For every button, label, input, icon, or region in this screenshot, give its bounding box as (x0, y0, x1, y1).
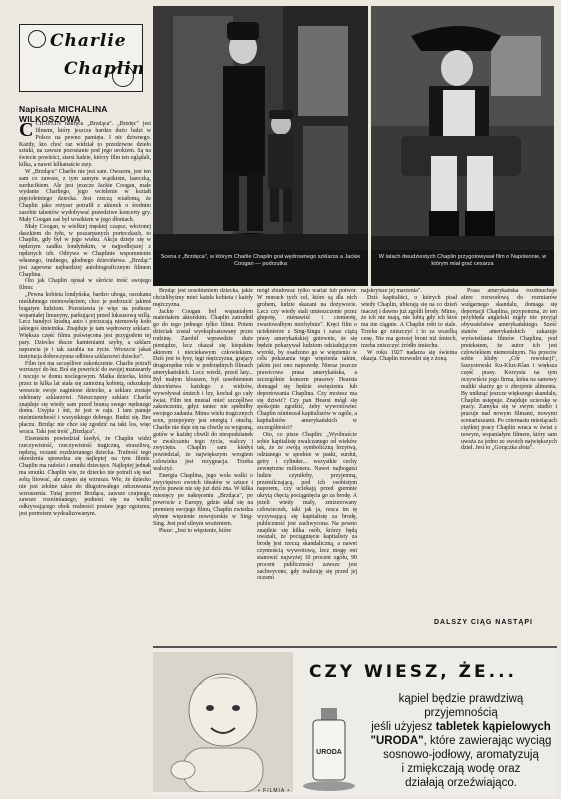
photo-caption-brzdac: Scena z „Brzdęca", w którym Charlie Chaplin grał wędrownego szklarza a Jackie Coogan — podrzutka (153, 250, 368, 286)
paragraph: W „Brzdącu" Charlie nie jest sam. Owszem, jest ten sam co zawsze, z tym samym wąsikiem, laseczką, surducikiem. Ale jest jeszcze Jackie Coogan, małe wydanie Charliego, jego wcielenie w kształt pięcioletniego dziecka. Jest rzeczą wiadomą, że Chaplin jako reżyser potrafił z aktorek o średnim zasobie talentów wydobywać prawdziwe koncerty gry. Mały Coogan zaś był wosikiem w jego dłoniach. (19, 168, 151, 223)
paragraph: Mały Coogan, w wielkiej męskiej czapce, włożonej daszkiem do tyłu, w poszarpanych porteczkach, to Chaplin, gdy był w jego wieku. Akcja dzieje się w nędznym zaułku londyńskim, w najpodlejszej z nędznych izb. Odżywa w Chaplinie wspomnienie własnego, trudnego, głodnego dzieciństwa. „Brzdąc" jest zapewne najbardziej autobiograficznym filmem Chaplina. (19, 223, 151, 278)
photo-brzdac-scene (153, 6, 368, 250)
title-ornament-circle (28, 30, 46, 48)
continued-notice: DALSZY CIĄG NASTĄPI (434, 619, 533, 626)
title-line-2: Chaplin (64, 59, 146, 79)
ad-product-bottle (299, 704, 359, 792)
paragraph: Oto, co pisze Chaplin: „Wyobraźcie sobie kapitalistę zwalczanego od wieków tak, że ze swoją symboliczną brzytwą, odzianego w spodnie w paski, surdut, getry i cylinder... wszystkie cechy zewnętrzne milionera. Nawet najbogatsi ludzie czyniłoby, przyjemną, przemilczającą, pod ich osobistym naporem, czy uciekają przed giemnie ukrytą chęcią pociągnięcia go za brodę. A jeżeli wtedy mały, zmizerowany człowieczek, taki jak ja, rzuca im tę wyzywającą się kapitalistę za brodę, publiczność jest zachwycona. Na pewno znajdzie się kilka osób, którzy będą uważali, że pociągnięcie kapitalisty za brodę jest rzeczą skandaliczną, a nawet czynnością wywrotową, lecz mogę oni stanowić najwyżej 10 procent ogółu, 90 procent publiczności zawsze jest zachwycone, gdy realizuję się przed jej oczami (257, 431, 357, 582)
paragraph: Dziś kapitaliści, o których pisał wtedy Chaplin, ubierają się na co dzień inaczej i dawno już zgolili brody. Mimo, że ich nie mają, nie lubią gdy ich ktoś ma nie ciągnie. A Chaplin robi to stale. Trzeba go zniszczyć i to za wszelką cenę. Nie ma gorszej broni niż śmiech, trzeba zniszczyć źródło śmiechu. (361, 294, 457, 349)
ad-child-photo (153, 652, 293, 792)
publication-footer: • FILMIA • (258, 788, 291, 794)
ad-brand-name: "URODA" (370, 735, 424, 747)
paragraph: Prasa amerykańska rozdmuchuje afere rozwodową do rozmiarów wulgarnego skandalu, domaga się deportacji Chaplina, przypomina, że ten przybłęda angielski nigdy nie przyjął obywatelstwa amerykańskiego. Sześć stanów amerykańskich zakazuje wyświetlania filmów Chaplina, pod pretekstem, że autor ich jest człowiekiem niemoralnym. Na przeciw sobie kluby „Cór rewolucji", faszystowski Ku-Klux-Klan i większa część prasy. Korzysta na tym oczywiście jego firma, która na samowy maltki skarży go o zbrojenie alimenta. By uniknąć jeszcze większego skandalu, Chaplin ustępuje. Znajduje uciecskę w pracy. Zamyka się w swym studio i pracuje nad nowym filmami, nowymi scenariuszami. Po czternastu miesiącach ciężkiej pracy Chaplin wraca w świat z nowym, wspaniałym filmem, który sam uważa za jedno ze swoich największych dzieł. Jest to „Gorączka złota". (461, 288, 557, 452)
article-column-2 (153, 288, 253, 644)
paragraph: Energia Chaplina, jego wola walki o zwycięstwo swoich ideałów w sztuce i życiu prawie nie się już dziś zna. W kilka miesięcy po nakręceniu „Brzdąca", po powrocie z Europy, gdzie udał się na premierę swojego filmu, Chaplin zwiedza słynne więzienie nowojorskie w Sing-Sing. Jest pod silnym wrażeniem. (153, 472, 253, 527)
ad-line (366, 720, 556, 734)
ad-line: i zmiękczają wodę oraz (401, 763, 521, 775)
paragraph: Oto jak Chaplin opisał w skrócie treść swojego filmu: (19, 278, 151, 292)
paragraph: Brzdąc jest uosobieniem dziecka, jakie chcielibyśmy mieć każda kobieta i każdy mężczyzna. (153, 288, 253, 308)
article-column-4 (361, 288, 457, 614)
article-column-5 (461, 288, 557, 614)
paragraph: W roku 1927 nadarza się świetna okazja. Chaplin rozwodzi się z żoną. (361, 349, 457, 363)
paragraph: Eisenstein powiedział kiedyś, że Chaplin widzi rzeczywistość, rzeczywistość tragiczną, straszliwą, nędzną, oczami rozdzieranego dziecka. Trafność tego określenia sprawdza się najlepiej na tym filmie. Chaplin ma radości i smutki dziecięce. Najlepiej jednak ma smutki. Chaplin wie, że dziecko nie potrafi się nad sobą litować, ale często się wzrusza. Wie, że dziecko nie jest zdolne takie do długotrwałego odczuwania wzruszenia. Tutaj portret Brzdąca, zawsze czujnego, zawsze roześmianego, podnosi się na wielki odkrywającego obok realności postaw jego egoizmu, jest portretem wydealizowanym. (19, 435, 151, 518)
article-column-3 (257, 288, 357, 644)
title-line-1: Charlie (50, 31, 127, 51)
paragraph: mógł zbudować tylko wariat lub potwór. W murach tych cel, które są dla nich grobem, ludzie skazani na dożywocie. Lecz czy wtedy stali umieszczenie przez głupotę, nienawiść i ciemnotę, zwariowałbym niechybnie". Kręci film o ucieknierze z Sing-Singu i zaraz ciążą prasy amerykańskiej gniewnie, że się będzie pokazywał ludziom odsiadującym wyroki, by osadzono go w więzieniu w celu pokazania tego więzienia takim, jakim jest ono naprawdę. Nieraz jeszcze prawicowa prasa amerykańska, a szczególnie koncern prasowy Hearsta domagał się będzie uwięzienia lub deportowania Chaplina. Czy możesz ma się dziwić? Czy pan Hearst mógł się spokojnie zgodzić, żeby wywrotowiec Chaplin ośmieszał kapitalistów w ogóle, a kapitalistów amerykańskich w szczególności? (257, 288, 357, 431)
byline-author: MICHALINA WILKOSZOWA (19, 104, 108, 124)
photo-napoleon-illustration (371, 6, 554, 250)
ad-line: sosnowo-jodłowy, aromatyzują (383, 749, 539, 761)
ad-line: kąpiel będzie prawdziwą przyjemnością (398, 693, 524, 719)
paragraph: „Pewna kobieta londyńska, bardzo uboga, oszukana nieślubnego niemowlęciem, chce je podrzucić jakimś bogatym ludziom. Pozostawia je więc na podusze wspaniałej limuzyny, parkującej przed luksusową willą. Lecz bandyci kradną auto i porzucają niemowlę koło jakiegoś śmietnika. Znajduje je tam wędrowny szklarz. Większa część filmu poświęcona jest przygodom tej pary. Dziecko tłucze kamieniami szyby, a szklarz naprawia je i tak zarabia na życie. Wreszcie jakaś instytucja dobroczynna odbiera szklarzowi dziecko". (19, 292, 151, 360)
paragraph: Pisze: „Jest to więzienie, które (159, 527, 232, 534)
photo-napoleon (371, 6, 554, 250)
article-column-1 (19, 121, 151, 798)
byline-prefix: Napisała (19, 104, 56, 114)
ad-text-fragment: jeśli użyjesz (371, 721, 436, 733)
ad-line: działają orzeźwiająco. (405, 777, 517, 789)
ad-body-text (366, 692, 556, 790)
advertisement-uroda (153, 646, 557, 796)
photo-brzdac-illustration (153, 6, 368, 250)
ad-child-illustration (153, 652, 293, 792)
paragraph: Film ten ma szczęśliwe zakończenie. Charlie potrafi wzruszyć do łez. Boi się powrócić do swojej manszardy i nocuje w domu noclegowym. Matka dziecka, która przez te kilka lat stała się zamożną kobietą, odszukuje wreszcie swoje zaginione dziecko, a szklarz zostaje odebrany szklarzowi. Nieszczęsny szklarz Charlie znajduje się wtedy sam przed bramą swego nędznego domu. Usypia i śni, że jest w raju. I tam panuje nieśmiertelność i wszystkiego dobrego. Budzi się. Bez płaczu. Brzdąc nie chce się zgodzić na taki los, więc wraca. Taki jest treść „Brzdąca". (19, 360, 151, 435)
paragraph: CHAPLIN nakręca „Brzdąca". „Brzdęc" jest filmem, który jeszcze bardzo dużo ludzi w Polsce na pewno pamięta. I nic dziwnego. Każdy, kto choć raz widział to przedziwne dzieło sztuki, na zawsze pozostanie pod jego urokiem. Są na świecie powieści, starsi ludzie, którzy film ten oglądali, kilka, a nawet kilkanaście razy. (19, 121, 151, 169)
ad-bottle-illustration (299, 704, 359, 792)
drop-cap: C (19, 121, 34, 141)
photo-caption-napoleon: W latach dwudziestych Chaplin przygotowywał film o Napoleonie, w którym miał grać cesarza (371, 250, 554, 286)
article-title-box (19, 24, 146, 92)
ad-text-fragment: , które zawierając wyciąg (423, 735, 552, 747)
ad-headline: CZY WIESZ, ŻE... (309, 662, 517, 682)
paragraph: najskrytsze jej marzenia". (361, 288, 422, 294)
ad-product-name: tabletek kąpielowych (435, 721, 551, 733)
paragraph: Jackie Coogan był wspaniałym materiałem aktorskim. Chaplin zatrudnił go do tego jednego tylko filmu. Potem dzieciak został wyeksploatowany przez rodzinę. Zarobił wprawdzie duże pieniądze, lecz okazał się kiepskim aktorem i nieciekawym człowiekiem. Dziś jest to łysy, tęgi mężczyzna, grający drugorzędne role w podrzędnych filmach amerykańskich. Lecz wiedź, przed laty... Był małym kloszem, był uosobieniem dzieciństwa każdego z widzów, wywoływał śmiech i łzy, kochał go cały świat. Film ten musiał mieć szczęśliwe zakończenie, gdyż taniec nie spełniłby swojego zadania. Mimo wielu tragicznych scen, przepojony jest energią i otuchą. Charlie nie daje się na chwilę za wygraną, gotów w każdej chwili do niespodzianek w zwalczaniu tego życia, walczy i zwycięża. Chaplin sam kiedyś powiedział, że największym wrogiem człowieka jest rezygnacja. Trzeba walczyć. (153, 308, 253, 472)
ad-bottle-label: URODA (316, 749, 342, 756)
ad-line (366, 734, 556, 748)
